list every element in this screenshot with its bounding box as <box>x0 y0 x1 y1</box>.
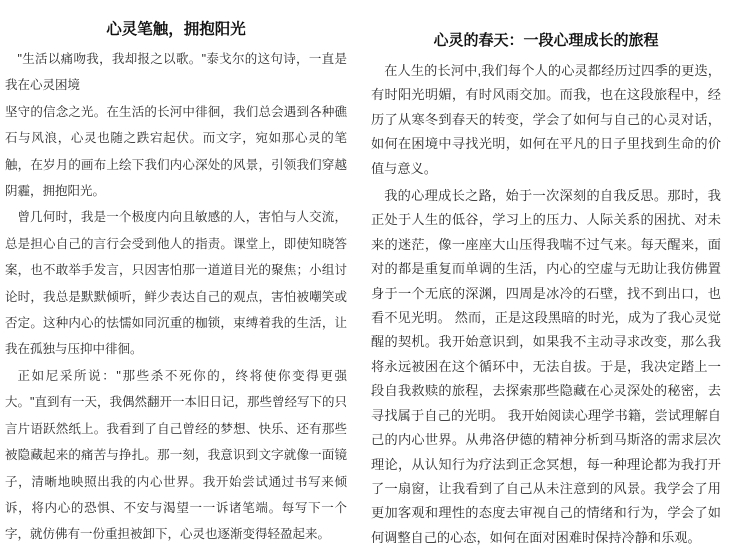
right-article <box>371 0 721 552</box>
right-article-title: 心灵的春天：一段心理成长的旅程 <box>433 32 659 49</box>
paragraph: "生活以痛吻我，我却报之以歌。"泰戈尔的这句诗，一直是我在心灵困境 <box>5 52 347 93</box>
paragraph: 曾几何时，我是一个极度内向且敏感的人，害怕与人交流，总是担心自己的言行会受到他人的指责。课堂上，即使知晓答案，也不敢举手发言，只因害怕那一道道目光的聚焦；小组讨论时，我总是默默倾听，鲜少表达自己的观点，害怕被嘲笑或否定。这种内心的怯懦如同沉重的枷锁，束缚着我的生活，让我在孤独与压抑中徘徊。 <box>5 210 347 357</box>
left-article-body <box>5 46 347 548</box>
left-article <box>5 0 347 548</box>
left-article-title: 心灵笔触，拥抱阳光 <box>106 21 246 38</box>
paragraph: 正如尼采所说："那些杀不死你的，终将使你变得更强大。"直到有一天，我偶然翻开一本旧日记，那些曾经写下的只言片语跃然纸上。我看到了自己曾经的梦想、快乐、还有那些被隐藏起来的痛苦与挣扎。那一刻，我意识到文字就像一面镜子，清晰地映照出我的内心世界。我开始尝试通过书写来倾诉，将内心的恐惧、不安与渴望一一诉诸笔端。每写下一个字，就仿佛有一份重担被卸下，心灵也逐渐变得轻盈起来。 <box>5 368 347 542</box>
right-article-body <box>371 59 721 550</box>
paragraph: 坚守的信念之光。在生活的长河中徘徊，我们总会遇到各种礁石与风浪，心灵也随之跌宕起伏。而文字，宛如那心灵的笔触，在岁月的画布上绘下我们内心深处的风景，引领我们穿越阴霾，拥抱阳光。 <box>5 104 347 199</box>
paragraph: 我的心理成长之路，始于一次深刻的自我反思。那时，我正处于人生的低谷，学习上的压力、人际关系的困扰、对未来的迷茫，像一座座大山压得我喘不过气来。每天醒来，面对的都是重复而单调的生活，内心的空虚与无助让我仿佛置身于一个无底的深渊，四周是冰冷的石壁，找不到出口，也看不见光明。 然而，正是这段黑暗的时光，成为了我心灵觉醒的契机。我开始意识到，如果我不主动寻求改变，那么我将永远被困在这个循环中，无法自拔。于是，我决定踏上一段自我救赎的旅程，去探索那些隐藏在心灵深处的秘密，去寻找属于自己的光明。 我开始阅读心理学书籍，尝试理解自己的内心世界。从弗洛伊德的精神分析到马斯洛的需求层次理论，从认知行为疗法到正念冥想，每一种理论都为我打开了一扇窗，让我看到了自己从未注意到的风景。我学会了用更加客观和理性的态度去审视自己的情绪和行为，学会了如何调整自己的心态，如何在面对困难时保持冷静和乐观。 <box>371 188 721 545</box>
paragraph: 在人生的长河中,我们每个人的心灵都经历过四季的更迭，有时阳光明媚，有时风雨交加。而我，也在这段旅程中，经历了从寒冬到春天的转变，学会了如何与自己的心灵对话，如何在困境中寻找光明，如何在平凡的日子里找到生命的价值与意义。 <box>371 63 721 176</box>
